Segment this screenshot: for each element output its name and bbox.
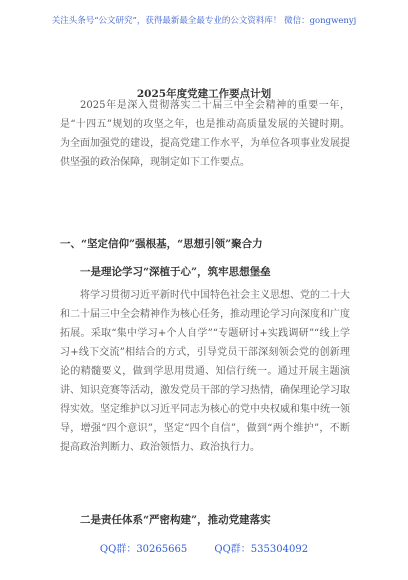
intro-paragraph: 2025年是深入贯彻落实二十届三中全会精神的重要一年，是“十四五”规划的攻坚之年，也是推动高质量发展的关键时期。为全面加强党的建设，提高党建工作水平，为单位各项事业发展提供坚强的政治保障，现制定如下工作要点。 — [60, 100, 350, 168]
footer-qq-group-1: QQ群：30265665 — [99, 544, 188, 555]
document-title: 2025年度党建工作要点计划 — [136, 88, 272, 100]
page-header-banner: 关注头条号“公文研究”，获得最新最全最专业的公文资料库！ 微信：gongwenyj — [51, 16, 357, 26]
subsection-1-heading: 一是理论学习“深植于心”，筑牢思想堡垒 — [80, 266, 271, 278]
section-1-heading: 一、“坚定信仰”强根基，“思想引领”聚合力 — [60, 238, 263, 250]
page-footer — [0, 540, 408, 555]
subsection-2-heading: 二是责任体系“严密构建”，推动党建落实 — [80, 514, 271, 526]
footer-qq-group-2: QQ群：535304092 — [214, 544, 309, 555]
subsection-1-body: 将学习贯彻习近平新时代中国特色社会主义思想、党的二十大和二十届三中全会精神作为核心任务，推动理论学习向深度和广度拓展。采取“集中学习+个人自学”“专题研讨+实践调研”“线上学习+线下交流”相结合的方式，引导党员干部深刻领会党的创新理论的精髓要义，做到学思用贯通、知信行统一。通过开展主题演讲、知识竞赛等活动，激发党员干部的学习热情，确保理论学习取得实效。坚定维护以习近平同志为核心的党中央权威和集中统一领导，增强“四个意识”，坚定“四个自信”，做到“两个维护”，不断提高政治判断力、政治领悟力、政治执行力。 — [60, 290, 350, 453]
